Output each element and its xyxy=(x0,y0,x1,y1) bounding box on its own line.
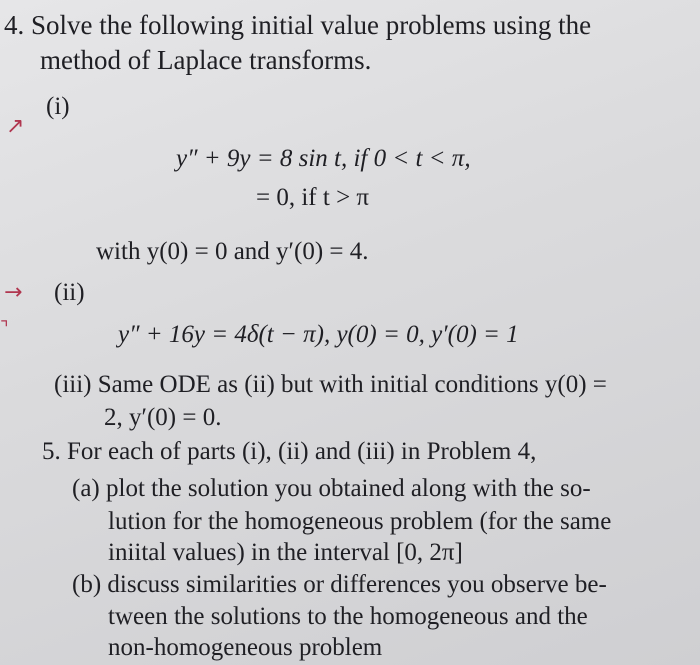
part-iii-line-1: (iii) Same ODE as (ii) but with initial conditions y(0) = xyxy=(54,371,607,398)
handwritten-tick-icon: ⌝ xyxy=(0,318,9,339)
part-b-line-2: tween the solutions to the homogeneous and the xyxy=(108,603,588,630)
problem-5-heading: 5. For each of parts (i), (ii) and (iii) in Problem 4, xyxy=(42,438,537,465)
part-a-line-3: iniital values) in the interval [0, 2π] xyxy=(108,539,463,566)
handwritten-arrow-icon: ↗ xyxy=(6,114,25,139)
part-ii-equation: y″ + 16y = 4δ(t − π), y(0) = 0, y′(0) = 1 xyxy=(118,321,519,348)
part-b-line-3: non-homogeneous problem xyxy=(108,634,383,661)
part-a-line-1: (a) plot the solution you obtained along with the so- xyxy=(72,475,591,502)
problem-4-heading-line-1: 4. Solve the following initial value problems using the xyxy=(4,10,592,40)
part-i-equation-line-1: y″ + 9y = 8 sin t, if 0 < t < π, xyxy=(176,145,471,172)
part-iii-line-2: 2, y′(0) = 0. xyxy=(104,404,222,431)
part-ii-label: (ii) xyxy=(54,279,85,306)
part-i-equation-line-2: = 0, if t > π xyxy=(256,184,370,211)
problem-4-heading-line-2: method of Laplace transforms. xyxy=(40,45,372,75)
part-i-label: (i) xyxy=(46,93,70,120)
part-i-initial-conditions: with y(0) = 0 and y′(0) = 4. xyxy=(96,238,369,265)
part-a-line-2: lution for the homogeneous problem (for the same xyxy=(108,508,612,535)
handwritten-arrow-icon-2: → xyxy=(4,280,23,305)
part-b-line-1: (b) discuss similarities or differences you observe be- xyxy=(72,571,607,598)
